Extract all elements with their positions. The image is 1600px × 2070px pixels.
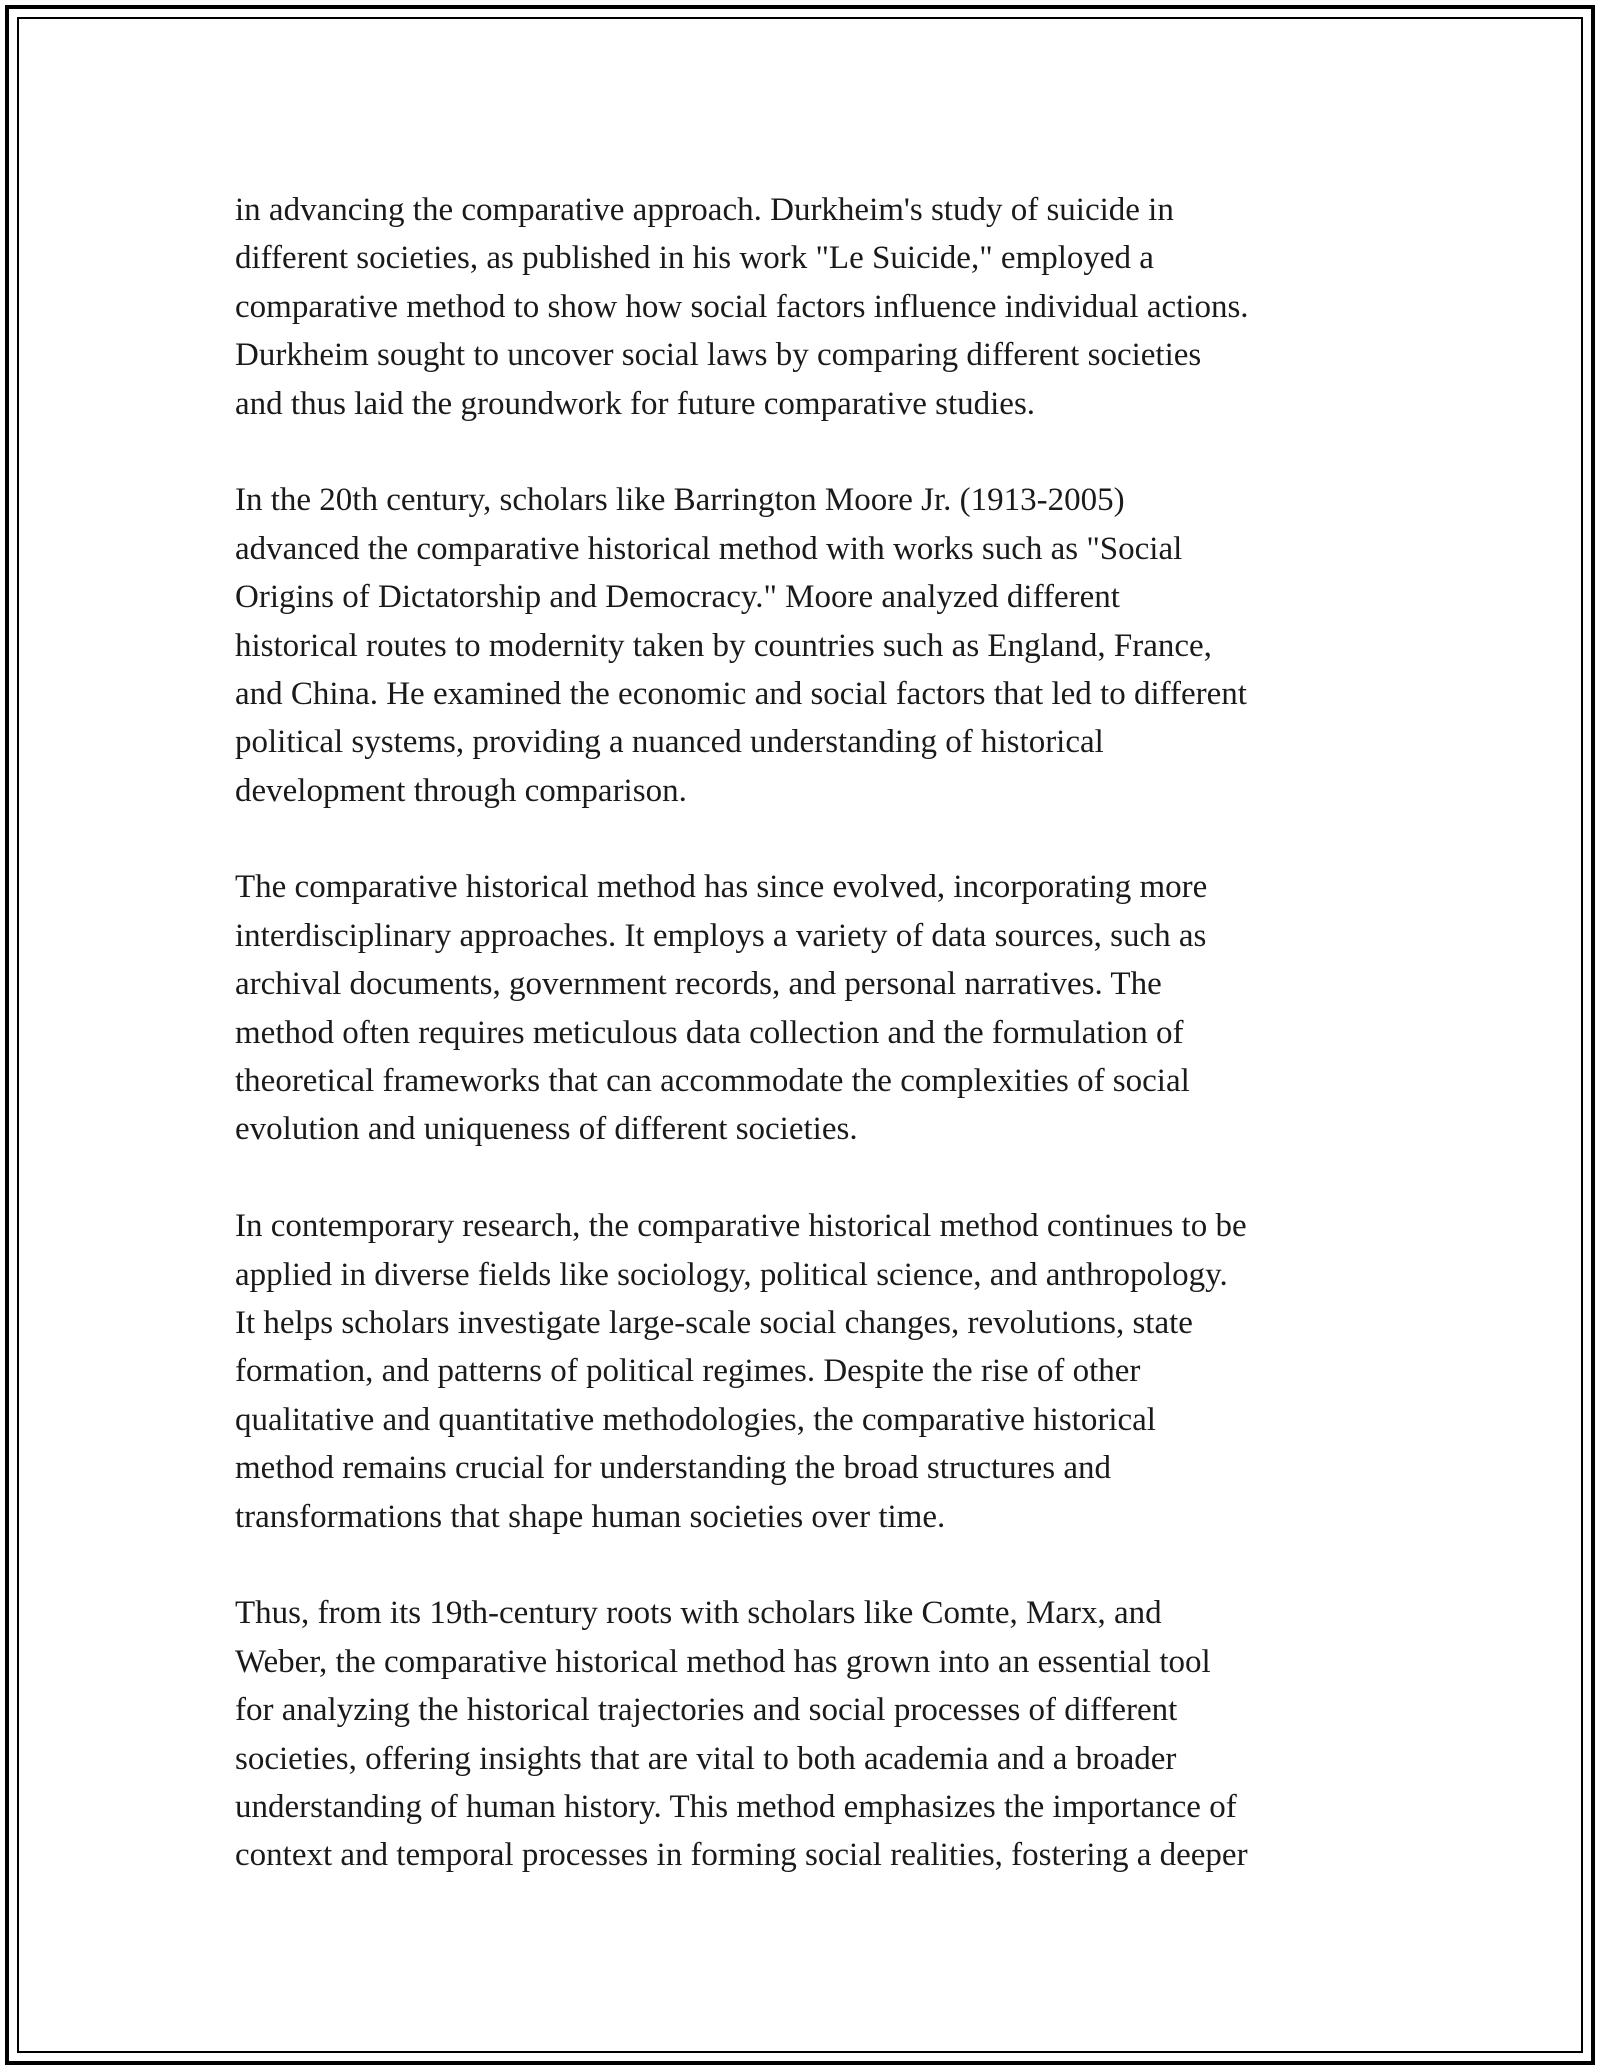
paragraph bbox=[235, 476, 1395, 815]
paragraph-gap bbox=[235, 1154, 1395, 1202]
document-body bbox=[235, 186, 1395, 1880]
text-line: political systems, providing a nuanced understanding of historical bbox=[235, 724, 1104, 761]
text-line: transformations that shape human societies over time. bbox=[235, 1498, 946, 1535]
paragraph bbox=[235, 1589, 1395, 1879]
text-line: Thus, from its 19th-century roots with scholars like Comte, Marx, and bbox=[235, 1595, 1162, 1632]
text-line: applied in diverse fields like sociology, political science, and anthropology. bbox=[235, 1256, 1228, 1293]
text-line: method remains crucial for understanding the broad structures and bbox=[235, 1450, 1112, 1487]
text-line: interdisciplinary approaches. It employs a variety of data sources, such as bbox=[235, 917, 1207, 954]
text-line: historical routes to modernity taken by countries such as England, France, bbox=[235, 627, 1212, 664]
text-line: Durkheim sought to uncover social laws by comparing different societies bbox=[235, 337, 1202, 374]
paragraph bbox=[235, 1202, 1395, 1541]
text-line: It helps scholars investigate large-scale social changes, revolutions, state bbox=[235, 1304, 1193, 1341]
text-line: archival documents, government records, and personal narratives. The bbox=[235, 966, 1162, 1003]
text-line: development through comparison. bbox=[235, 772, 687, 809]
text-line: in advancing the comparative approach. Durkheim's study of suicide in bbox=[235, 192, 1174, 228]
text-line: for analyzing the historical trajectories and social processes of different bbox=[235, 1692, 1178, 1729]
text-line: method often requires meticulous data collection and the formulation of bbox=[235, 1014, 1184, 1051]
text-line: The comparative historical method has since evolved, incorporating more bbox=[235, 869, 1208, 906]
text-line: In the 20th century, scholars like Barrington Moore Jr. (1913-2005) bbox=[235, 482, 1125, 519]
paragraph bbox=[235, 863, 1395, 1153]
text-line: understanding of human history. This method emphasizes the importance of bbox=[235, 1788, 1237, 1825]
paragraph-gap bbox=[235, 815, 1395, 863]
text-line: and thus laid the groundwork for future comparative studies. bbox=[235, 385, 1036, 422]
text-line: Weber, the comparative historical method has grown into an essential tool bbox=[235, 1643, 1211, 1680]
text-line: societies, offering insights that are vital to both academia and a broader bbox=[235, 1740, 1177, 1777]
paragraph-gap bbox=[235, 1541, 1395, 1589]
paragraph bbox=[235, 186, 1395, 428]
text-line: evolution and uniqueness of different societies. bbox=[235, 1111, 858, 1148]
paragraph-gap bbox=[235, 428, 1395, 476]
text-line: advanced the comparative historical method with works such as "Social bbox=[235, 530, 1183, 567]
text-line: formation, and patterns of political regimes. Despite the rise of other bbox=[235, 1353, 1141, 1390]
text-line: theoretical frameworks that can accommodate the complexities of social bbox=[235, 1063, 1190, 1100]
text-line: comparative method to show how social factors influence individual actions. bbox=[235, 288, 1249, 325]
text-line: Origins of Dictatorship and Democracy." Moore analyzed different bbox=[235, 579, 1120, 616]
text-line: qualitative and quantitative methodologies, the comparative historical bbox=[235, 1401, 1156, 1438]
text-line: and China. He examined the economic and social factors that led to different bbox=[235, 675, 1247, 712]
text-line: different societies, as published in his work "Le Suicide," employed a bbox=[235, 240, 1154, 277]
text-line: In contemporary research, the comparative historical method continues to be bbox=[235, 1208, 1247, 1245]
text-line: context and temporal processes in forming social realities, fostering a deeper bbox=[235, 1837, 1248, 1874]
